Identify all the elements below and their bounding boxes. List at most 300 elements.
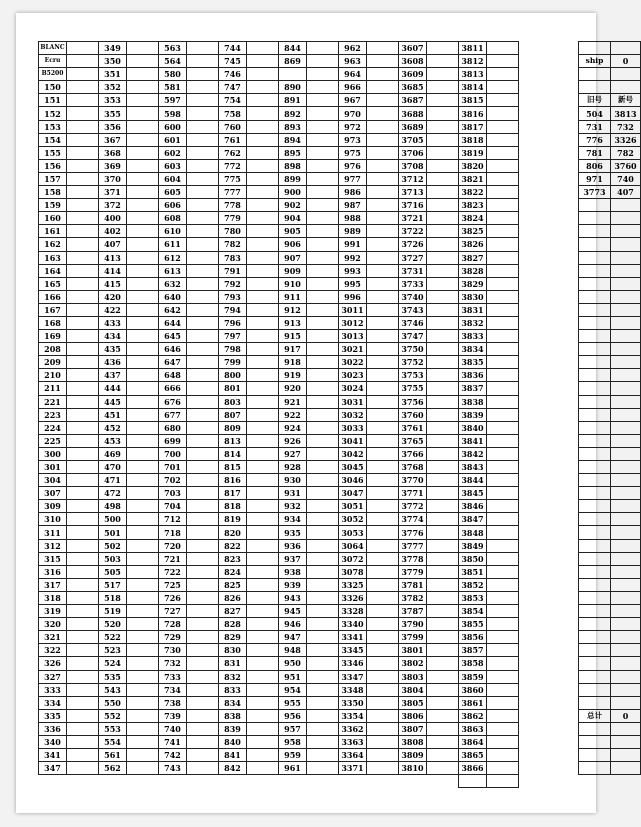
quantity-cell[interactable] [127,735,159,748]
quantity-cell[interactable] [127,369,159,382]
quantity-cell[interactable] [487,94,519,107]
quantity-cell[interactable] [247,264,279,277]
quantity-cell[interactable] [367,343,399,356]
quantity-cell[interactable] [247,644,279,657]
quantity-cell[interactable] [427,578,459,591]
quantity-cell[interactable] [127,330,159,343]
quantity-cell[interactable] [67,225,99,238]
quantity-cell[interactable] [127,199,159,212]
quantity-cell[interactable] [187,212,219,225]
quantity-cell[interactable] [127,447,159,460]
quantity-cell[interactable] [487,749,519,762]
quantity-cell[interactable] [67,42,99,55]
quantity-cell[interactable] [67,644,99,657]
quantity-cell[interactable] [487,330,519,343]
quantity-cell[interactable] [427,631,459,644]
quantity-cell[interactable] [487,199,519,212]
quantity-cell[interactable] [427,356,459,369]
quantity-cell[interactable] [187,133,219,146]
quantity-cell[interactable] [247,735,279,748]
quantity-cell[interactable] [307,251,339,264]
quantity-cell[interactable] [187,199,219,212]
quantity-cell[interactable] [307,343,339,356]
quantity-cell[interactable] [307,395,339,408]
quantity-cell[interactable] [367,251,399,264]
quantity-cell[interactable] [367,212,399,225]
quantity-cell[interactable] [487,513,519,526]
quantity-cell[interactable] [67,461,99,474]
quantity-cell[interactable] [427,513,459,526]
quantity-cell[interactable] [187,618,219,631]
quantity-cell[interactable] [427,657,459,670]
quantity-cell[interactable] [127,120,159,133]
quantity-cell[interactable] [187,356,219,369]
quantity-cell[interactable] [187,644,219,657]
quantity-cell[interactable] [127,356,159,369]
quantity-cell[interactable] [427,330,459,343]
quantity-cell[interactable] [307,408,339,421]
quantity-cell[interactable] [307,683,339,696]
quantity-cell[interactable] [247,683,279,696]
quantity-cell[interactable] [127,500,159,513]
quantity-cell[interactable] [187,408,219,421]
quantity-cell[interactable] [187,238,219,251]
quantity-cell[interactable] [367,709,399,722]
quantity-cell[interactable] [187,447,219,460]
quantity-cell[interactable] [487,356,519,369]
quantity-cell[interactable] [187,369,219,382]
quantity-cell[interactable] [247,539,279,552]
quantity-cell[interactable] [487,657,519,670]
quantity-cell[interactable] [247,107,279,120]
quantity-cell[interactable] [427,552,459,565]
quantity-cell[interactable] [247,762,279,775]
quantity-cell[interactable] [367,225,399,238]
quantity-cell[interactable] [367,644,399,657]
quantity-cell[interactable] [127,238,159,251]
quantity-cell[interactable] [127,94,159,107]
quantity-cell[interactable] [127,316,159,329]
quantity-cell[interactable] [127,55,159,68]
quantity-cell[interactable] [67,552,99,565]
quantity-cell[interactable] [247,565,279,578]
quantity-cell[interactable] [367,461,399,474]
quantity-cell[interactable] [67,722,99,735]
quantity-cell[interactable] [187,565,219,578]
quantity-cell[interactable] [307,277,339,290]
quantity-cell[interactable] [67,421,99,434]
quantity-cell[interactable] [67,500,99,513]
quantity-cell[interactable] [307,186,339,199]
quantity-cell[interactable] [307,212,339,225]
quantity-cell[interactable] [67,487,99,500]
quantity-cell[interactable] [247,578,279,591]
quantity-cell[interactable] [247,631,279,644]
quantity-cell[interactable] [307,552,339,565]
quantity-cell[interactable] [307,474,339,487]
quantity-cell[interactable] [367,683,399,696]
quantity-cell[interactable] [427,290,459,303]
quantity-cell[interactable] [487,382,519,395]
quantity-cell[interactable] [127,159,159,172]
quantity-cell[interactable] [127,644,159,657]
quantity-cell[interactable] [67,330,99,343]
quantity-cell[interactable] [427,94,459,107]
quantity-cell[interactable] [247,290,279,303]
quantity-cell[interactable] [307,264,339,277]
quantity-cell[interactable] [487,408,519,421]
quantity-cell[interactable] [367,605,399,618]
quantity-cell[interactable] [367,762,399,775]
quantity-cell[interactable] [487,735,519,748]
quantity-cell[interactable] [247,605,279,618]
quantity-cell[interactable] [67,290,99,303]
quantity-cell[interactable] [427,762,459,775]
quantity-cell[interactable] [307,618,339,631]
quantity-cell[interactable] [307,487,339,500]
quantity-cell[interactable] [487,526,519,539]
quantity-cell[interactable] [367,500,399,513]
quantity-cell[interactable] [67,395,99,408]
quantity-cell[interactable] [487,186,519,199]
quantity-cell[interactable] [67,238,99,251]
quantity-cell[interactable] [67,578,99,591]
quantity-cell[interactable] [487,709,519,722]
quantity-cell[interactable] [247,591,279,604]
quantity-cell[interactable] [247,172,279,185]
quantity-cell[interactable] [247,212,279,225]
quantity-cell[interactable] [247,447,279,460]
quantity-cell[interactable] [127,722,159,735]
quantity-cell[interactable] [427,238,459,251]
quantity-cell[interactable] [67,133,99,146]
quantity-cell[interactable] [427,68,459,81]
quantity-cell[interactable] [427,159,459,172]
quantity-cell[interactable] [127,107,159,120]
quantity-cell[interactable] [187,395,219,408]
quantity-cell[interactable] [367,42,399,55]
quantity-cell[interactable] [187,421,219,434]
quantity-cell[interactable] [367,238,399,251]
quantity-cell[interactable] [307,369,339,382]
quantity-cell[interactable] [307,42,339,55]
quantity-cell[interactable] [187,500,219,513]
quantity-cell[interactable] [187,382,219,395]
quantity-cell[interactable] [427,42,459,55]
quantity-cell[interactable] [307,749,339,762]
quantity-cell[interactable] [307,55,339,68]
quantity-cell[interactable] [427,199,459,212]
quantity-cell[interactable] [67,303,99,316]
quantity-cell[interactable] [187,474,219,487]
quantity-cell[interactable] [367,696,399,709]
quantity-cell[interactable] [487,238,519,251]
quantity-cell[interactable] [187,631,219,644]
quantity-cell[interactable] [427,55,459,68]
quantity-cell[interactable] [307,68,339,81]
quantity-cell[interactable] [67,762,99,775]
quantity-cell[interactable] [487,461,519,474]
quantity-cell[interactable] [127,631,159,644]
quantity-cell[interactable] [187,68,219,81]
quantity-cell[interactable] [187,290,219,303]
quantity-cell[interactable] [367,316,399,329]
quantity-cell[interactable] [367,55,399,68]
quantity-cell[interactable] [127,382,159,395]
quantity-cell[interactable] [367,513,399,526]
quantity-cell[interactable] [67,683,99,696]
quantity-cell[interactable] [427,500,459,513]
quantity-cell[interactable] [427,303,459,316]
quantity-cell[interactable] [367,107,399,120]
quantity-cell[interactable] [427,644,459,657]
quantity-cell[interactable] [127,68,159,81]
quantity-cell[interactable] [307,722,339,735]
quantity-cell[interactable] [487,578,519,591]
quantity-cell[interactable] [67,434,99,447]
quantity-cell[interactable] [67,186,99,199]
quantity-cell[interactable] [367,133,399,146]
quantity-cell[interactable] [187,343,219,356]
quantity-cell[interactable] [247,356,279,369]
quantity-cell[interactable] [67,735,99,748]
quantity-cell[interactable] [367,369,399,382]
quantity-cell[interactable] [187,264,219,277]
quantity-cell[interactable] [247,238,279,251]
quantity-cell[interactable] [187,107,219,120]
quantity-cell[interactable] [127,526,159,539]
quantity-cell[interactable] [487,251,519,264]
quantity-cell[interactable] [187,552,219,565]
quantity-cell[interactable] [187,277,219,290]
quantity-cell[interactable] [427,749,459,762]
quantity-cell[interactable] [187,146,219,159]
quantity-cell[interactable] [367,722,399,735]
quantity-cell[interactable] [427,343,459,356]
quantity-cell[interactable] [247,251,279,264]
quantity-cell[interactable] [367,434,399,447]
quantity-cell[interactable] [367,199,399,212]
quantity-cell[interactable] [367,408,399,421]
quantity-cell[interactable] [247,42,279,55]
quantity-cell[interactable] [307,382,339,395]
quantity-cell[interactable] [187,749,219,762]
quantity-cell[interactable] [427,591,459,604]
quantity-cell[interactable] [127,618,159,631]
quantity-cell[interactable] [67,539,99,552]
quantity-cell[interactable] [247,369,279,382]
quantity-cell[interactable] [187,251,219,264]
quantity-cell[interactable] [187,526,219,539]
quantity-cell[interactable] [187,722,219,735]
quantity-cell[interactable] [127,513,159,526]
quantity-cell[interactable] [127,657,159,670]
quantity-cell[interactable] [427,461,459,474]
quantity-cell[interactable] [487,159,519,172]
quantity-cell[interactable] [127,421,159,434]
quantity-cell[interactable] [67,172,99,185]
quantity-cell[interactable] [127,749,159,762]
quantity-cell[interactable] [367,356,399,369]
quantity-cell[interactable] [367,487,399,500]
quantity-cell[interactable] [187,683,219,696]
quantity-cell[interactable] [67,212,99,225]
quantity-cell[interactable] [307,500,339,513]
quantity-cell[interactable] [427,421,459,434]
quantity-cell[interactable] [487,683,519,696]
quantity-cell[interactable] [247,696,279,709]
quantity-cell[interactable] [307,94,339,107]
quantity-cell[interactable] [367,591,399,604]
quantity-cell[interactable] [127,146,159,159]
quantity-cell[interactable] [367,159,399,172]
quantity-cell[interactable] [487,618,519,631]
quantity-cell[interactable] [367,172,399,185]
quantity-cell[interactable] [67,343,99,356]
quantity-cell[interactable] [127,290,159,303]
quantity-cell[interactable] [67,565,99,578]
quantity-cell[interactable] [307,356,339,369]
quantity-cell[interactable] [67,146,99,159]
quantity-cell[interactable] [427,316,459,329]
quantity-cell[interactable] [247,146,279,159]
quantity-cell[interactable] [367,303,399,316]
quantity-cell[interactable] [367,526,399,539]
quantity-cell[interactable] [367,565,399,578]
quantity-cell[interactable] [127,408,159,421]
quantity-cell[interactable] [247,722,279,735]
quantity-cell[interactable] [247,343,279,356]
quantity-cell[interactable] [307,447,339,460]
quantity-cell[interactable] [427,722,459,735]
quantity-cell[interactable] [427,408,459,421]
quantity-cell[interactable] [367,382,399,395]
quantity-cell[interactable] [247,670,279,683]
quantity-cell[interactable] [427,120,459,133]
quantity-cell[interactable] [127,683,159,696]
quantity-cell[interactable] [427,277,459,290]
quantity-cell[interactable] [427,225,459,238]
quantity-cell[interactable] [307,539,339,552]
quantity-cell[interactable] [247,657,279,670]
quantity-cell[interactable] [487,775,519,788]
quantity-cell[interactable] [127,212,159,225]
quantity-cell[interactable] [307,316,339,329]
quantity-cell[interactable] [307,303,339,316]
quantity-cell[interactable] [487,146,519,159]
quantity-cell[interactable] [487,343,519,356]
quantity-cell[interactable] [487,264,519,277]
quantity-cell[interactable] [127,696,159,709]
quantity-cell[interactable] [127,552,159,565]
quantity-cell[interactable] [247,408,279,421]
quantity-cell[interactable] [187,461,219,474]
quantity-cell[interactable] [187,434,219,447]
quantity-cell[interactable] [247,395,279,408]
quantity-cell[interactable] [127,474,159,487]
quantity-cell[interactable] [247,709,279,722]
quantity-cell[interactable] [487,316,519,329]
quantity-cell[interactable] [487,565,519,578]
quantity-cell[interactable] [67,447,99,460]
quantity-cell[interactable] [307,107,339,120]
quantity-cell[interactable] [307,146,339,159]
quantity-cell[interactable] [307,225,339,238]
quantity-cell[interactable] [307,735,339,748]
quantity-cell[interactable] [187,591,219,604]
quantity-cell[interactable] [427,487,459,500]
quantity-cell[interactable] [367,81,399,94]
quantity-cell[interactable] [487,696,519,709]
quantity-cell[interactable] [247,133,279,146]
quantity-cell[interactable] [187,670,219,683]
quantity-cell[interactable] [127,277,159,290]
quantity-cell[interactable] [67,81,99,94]
quantity-cell[interactable] [487,605,519,618]
quantity-cell[interactable] [127,591,159,604]
quantity-cell[interactable] [487,395,519,408]
quantity-cell[interactable] [247,55,279,68]
quantity-cell[interactable] [487,421,519,434]
quantity-cell[interactable] [367,670,399,683]
quantity-cell[interactable] [247,500,279,513]
quantity-cell[interactable] [67,55,99,68]
quantity-cell[interactable] [127,343,159,356]
quantity-cell[interactable] [307,434,339,447]
quantity-cell[interactable] [427,709,459,722]
quantity-cell[interactable] [67,749,99,762]
quantity-cell[interactable] [187,696,219,709]
quantity-cell[interactable] [187,159,219,172]
quantity-cell[interactable] [427,395,459,408]
quantity-cell[interactable] [247,186,279,199]
quantity-cell[interactable] [307,696,339,709]
quantity-cell[interactable] [307,461,339,474]
quantity-cell[interactable] [367,68,399,81]
quantity-cell[interactable] [127,434,159,447]
quantity-cell[interactable] [307,709,339,722]
quantity-cell[interactable] [67,94,99,107]
quantity-cell[interactable] [67,316,99,329]
quantity-cell[interactable] [487,107,519,120]
quantity-cell[interactable] [247,421,279,434]
quantity-cell[interactable] [247,526,279,539]
quantity-cell[interactable] [427,735,459,748]
quantity-cell[interactable] [427,212,459,225]
quantity-cell[interactable] [307,578,339,591]
quantity-cell[interactable] [367,735,399,748]
quantity-cell[interactable] [427,382,459,395]
quantity-cell[interactable] [247,225,279,238]
quantity-cell[interactable] [427,696,459,709]
quantity-cell[interactable] [247,199,279,212]
quantity-cell[interactable] [187,94,219,107]
quantity-cell[interactable] [367,539,399,552]
quantity-cell[interactable] [427,618,459,631]
quantity-cell[interactable] [247,159,279,172]
quantity-cell[interactable] [427,605,459,618]
quantity-cell[interactable] [187,709,219,722]
quantity-cell[interactable] [67,591,99,604]
quantity-cell[interactable] [427,447,459,460]
quantity-cell[interactable] [247,68,279,81]
quantity-cell[interactable] [67,709,99,722]
quantity-cell[interactable] [67,120,99,133]
quantity-cell[interactable] [307,159,339,172]
quantity-cell[interactable] [127,605,159,618]
quantity-cell[interactable] [487,539,519,552]
quantity-cell[interactable] [487,487,519,500]
